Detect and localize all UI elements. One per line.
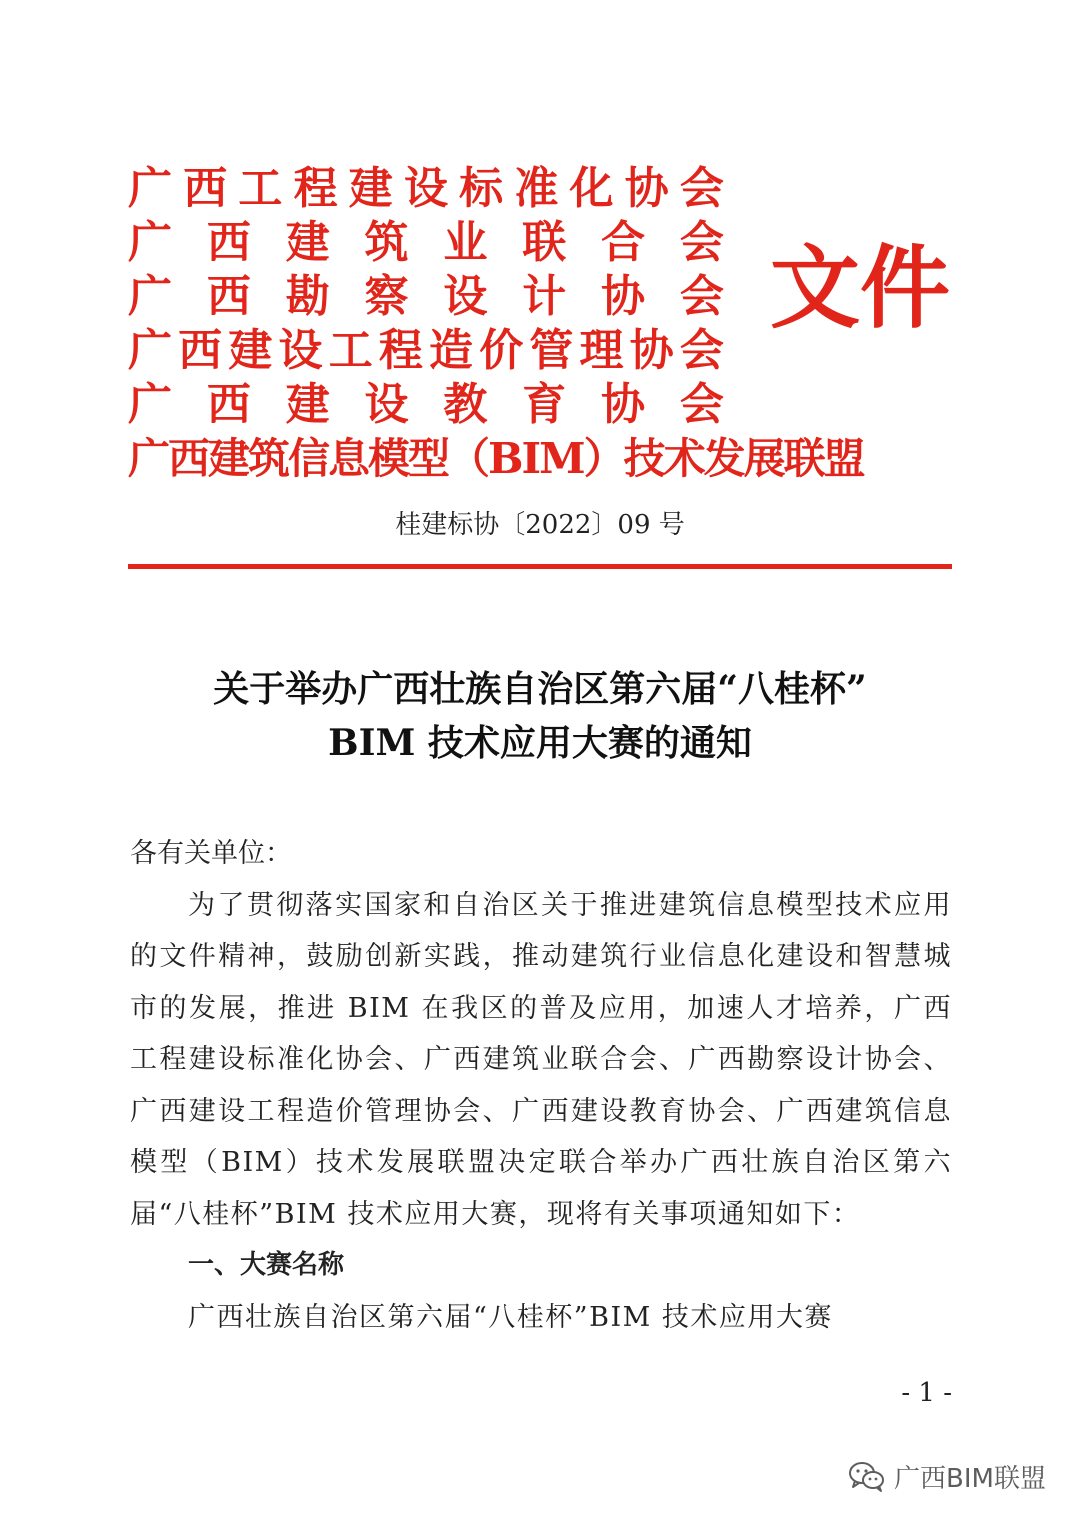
letterhead-char: 广: [128, 271, 172, 322]
letterhead-char: 协: [624, 163, 669, 214]
red-divider: [128, 564, 952, 569]
letterhead-char: 筑: [364, 217, 409, 268]
salutation: 各有关单位：: [130, 838, 292, 869]
letterhead-char: 管: [529, 325, 574, 376]
letterhead-char: 西: [183, 163, 228, 214]
page-number: - 1 -: [901, 1378, 952, 1408]
letterhead-char: 合: [601, 217, 646, 268]
letterhead-char: 计: [522, 271, 567, 322]
letterhead-char: 协: [601, 271, 646, 322]
letterhead-char: 会: [679, 325, 724, 376]
intro-paragraph: 为了贯彻落实国家和自治区关于推进建筑信息模型技术应用的文件精神，鼓励创新实践，推动建筑行业信息化建设和智慧城市的发展，推进 BIM 在我区的普及应用，加速人才培养，广西工程建设标准化协会、广西建筑业联合会、广西勘察设计协会、广西建设工程造价管理协会、广西建设教育协会、广西建筑信息模型（BIM）技术发展联盟决定联合举办广西壮族自治区第六届“八桂杯”BIM 技术应用大赛，现将有关事项通知如下：: [130, 889, 952, 1230]
letterhead-char: 西: [206, 271, 251, 322]
letterhead-char: 协: [601, 379, 646, 430]
letterhead-char: 协: [629, 325, 674, 376]
letterhead-char: 化: [569, 163, 614, 214]
letterhead-char: 程: [378, 325, 423, 376]
letterhead-char: 勘: [285, 271, 330, 322]
letterhead-char: 设: [364, 379, 409, 430]
letterhead-char: 西: [206, 379, 251, 430]
letterhead-char: 设: [403, 163, 448, 214]
section-heading-contest-name: 一、大赛名称: [188, 1250, 345, 1280]
letterhead-char: 理: [579, 325, 624, 376]
letterhead-char: 价: [479, 325, 524, 376]
letterhead-char: 会: [679, 271, 724, 322]
org-line-5: [128, 378, 724, 432]
letterhead-char: 设: [278, 325, 323, 376]
letterhead-char: 准: [514, 163, 559, 214]
letterhead-char: 西: [178, 325, 223, 376]
letterhead-char: 西: [206, 217, 251, 268]
letterhead-char: 设: [443, 271, 488, 322]
letterhead-char: 会: [679, 163, 724, 214]
document-number: 桂建标协〔2022〕09 号: [395, 510, 685, 540]
org-line-2: [128, 216, 724, 270]
title-line-2: BIM 技术应用大赛的通知: [328, 722, 752, 764]
document-type-label: 文件: [770, 235, 950, 341]
letterhead-char: 广: [128, 217, 172, 268]
letterhead-char: 育: [522, 379, 567, 430]
contest-name-text: 广西壮族自治区第六届“八桂杯”BIM 技术应用大赛: [188, 1301, 833, 1333]
letterhead-char: 建: [228, 325, 273, 376]
letterhead-char: 标: [459, 163, 504, 214]
watermark-text: 广西BIM联盟: [894, 1464, 1046, 1494]
letterhead-char: 联: [522, 217, 567, 268]
letterhead-char: 会: [679, 379, 724, 430]
org-line-1: [128, 162, 724, 216]
letterhead-char: 广: [128, 325, 172, 376]
wechat-icon: [848, 1460, 886, 1494]
watermark: [848, 1458, 1046, 1495]
title-line-1: 关于举办广西壮族自治区第六届“八桂杯”: [213, 668, 867, 710]
letterhead-char: 工: [328, 325, 373, 376]
letterhead-char: 广: [128, 163, 172, 214]
letterhead-char: 程: [293, 163, 338, 214]
letterhead-char: 建: [348, 163, 393, 214]
org-line-3: [128, 270, 724, 324]
letterhead-char: 造: [429, 325, 474, 376]
letterhead-char: 建: [285, 379, 330, 430]
document-body: [130, 828, 952, 1343]
letterhead-char: 工: [238, 163, 283, 214]
letterhead-char: 会: [679, 217, 724, 268]
letterhead-char: 察: [364, 271, 409, 322]
document-title: [128, 662, 952, 770]
letterhead-char: 建: [285, 217, 330, 268]
letterhead-char: 业: [443, 217, 488, 268]
letterhead-char: 教: [443, 379, 488, 430]
org-line-6: 广西建筑信息模型（BIM）技术发展联盟: [128, 434, 864, 483]
org-line-4: [128, 324, 724, 378]
letterhead-char: 广: [128, 379, 172, 430]
